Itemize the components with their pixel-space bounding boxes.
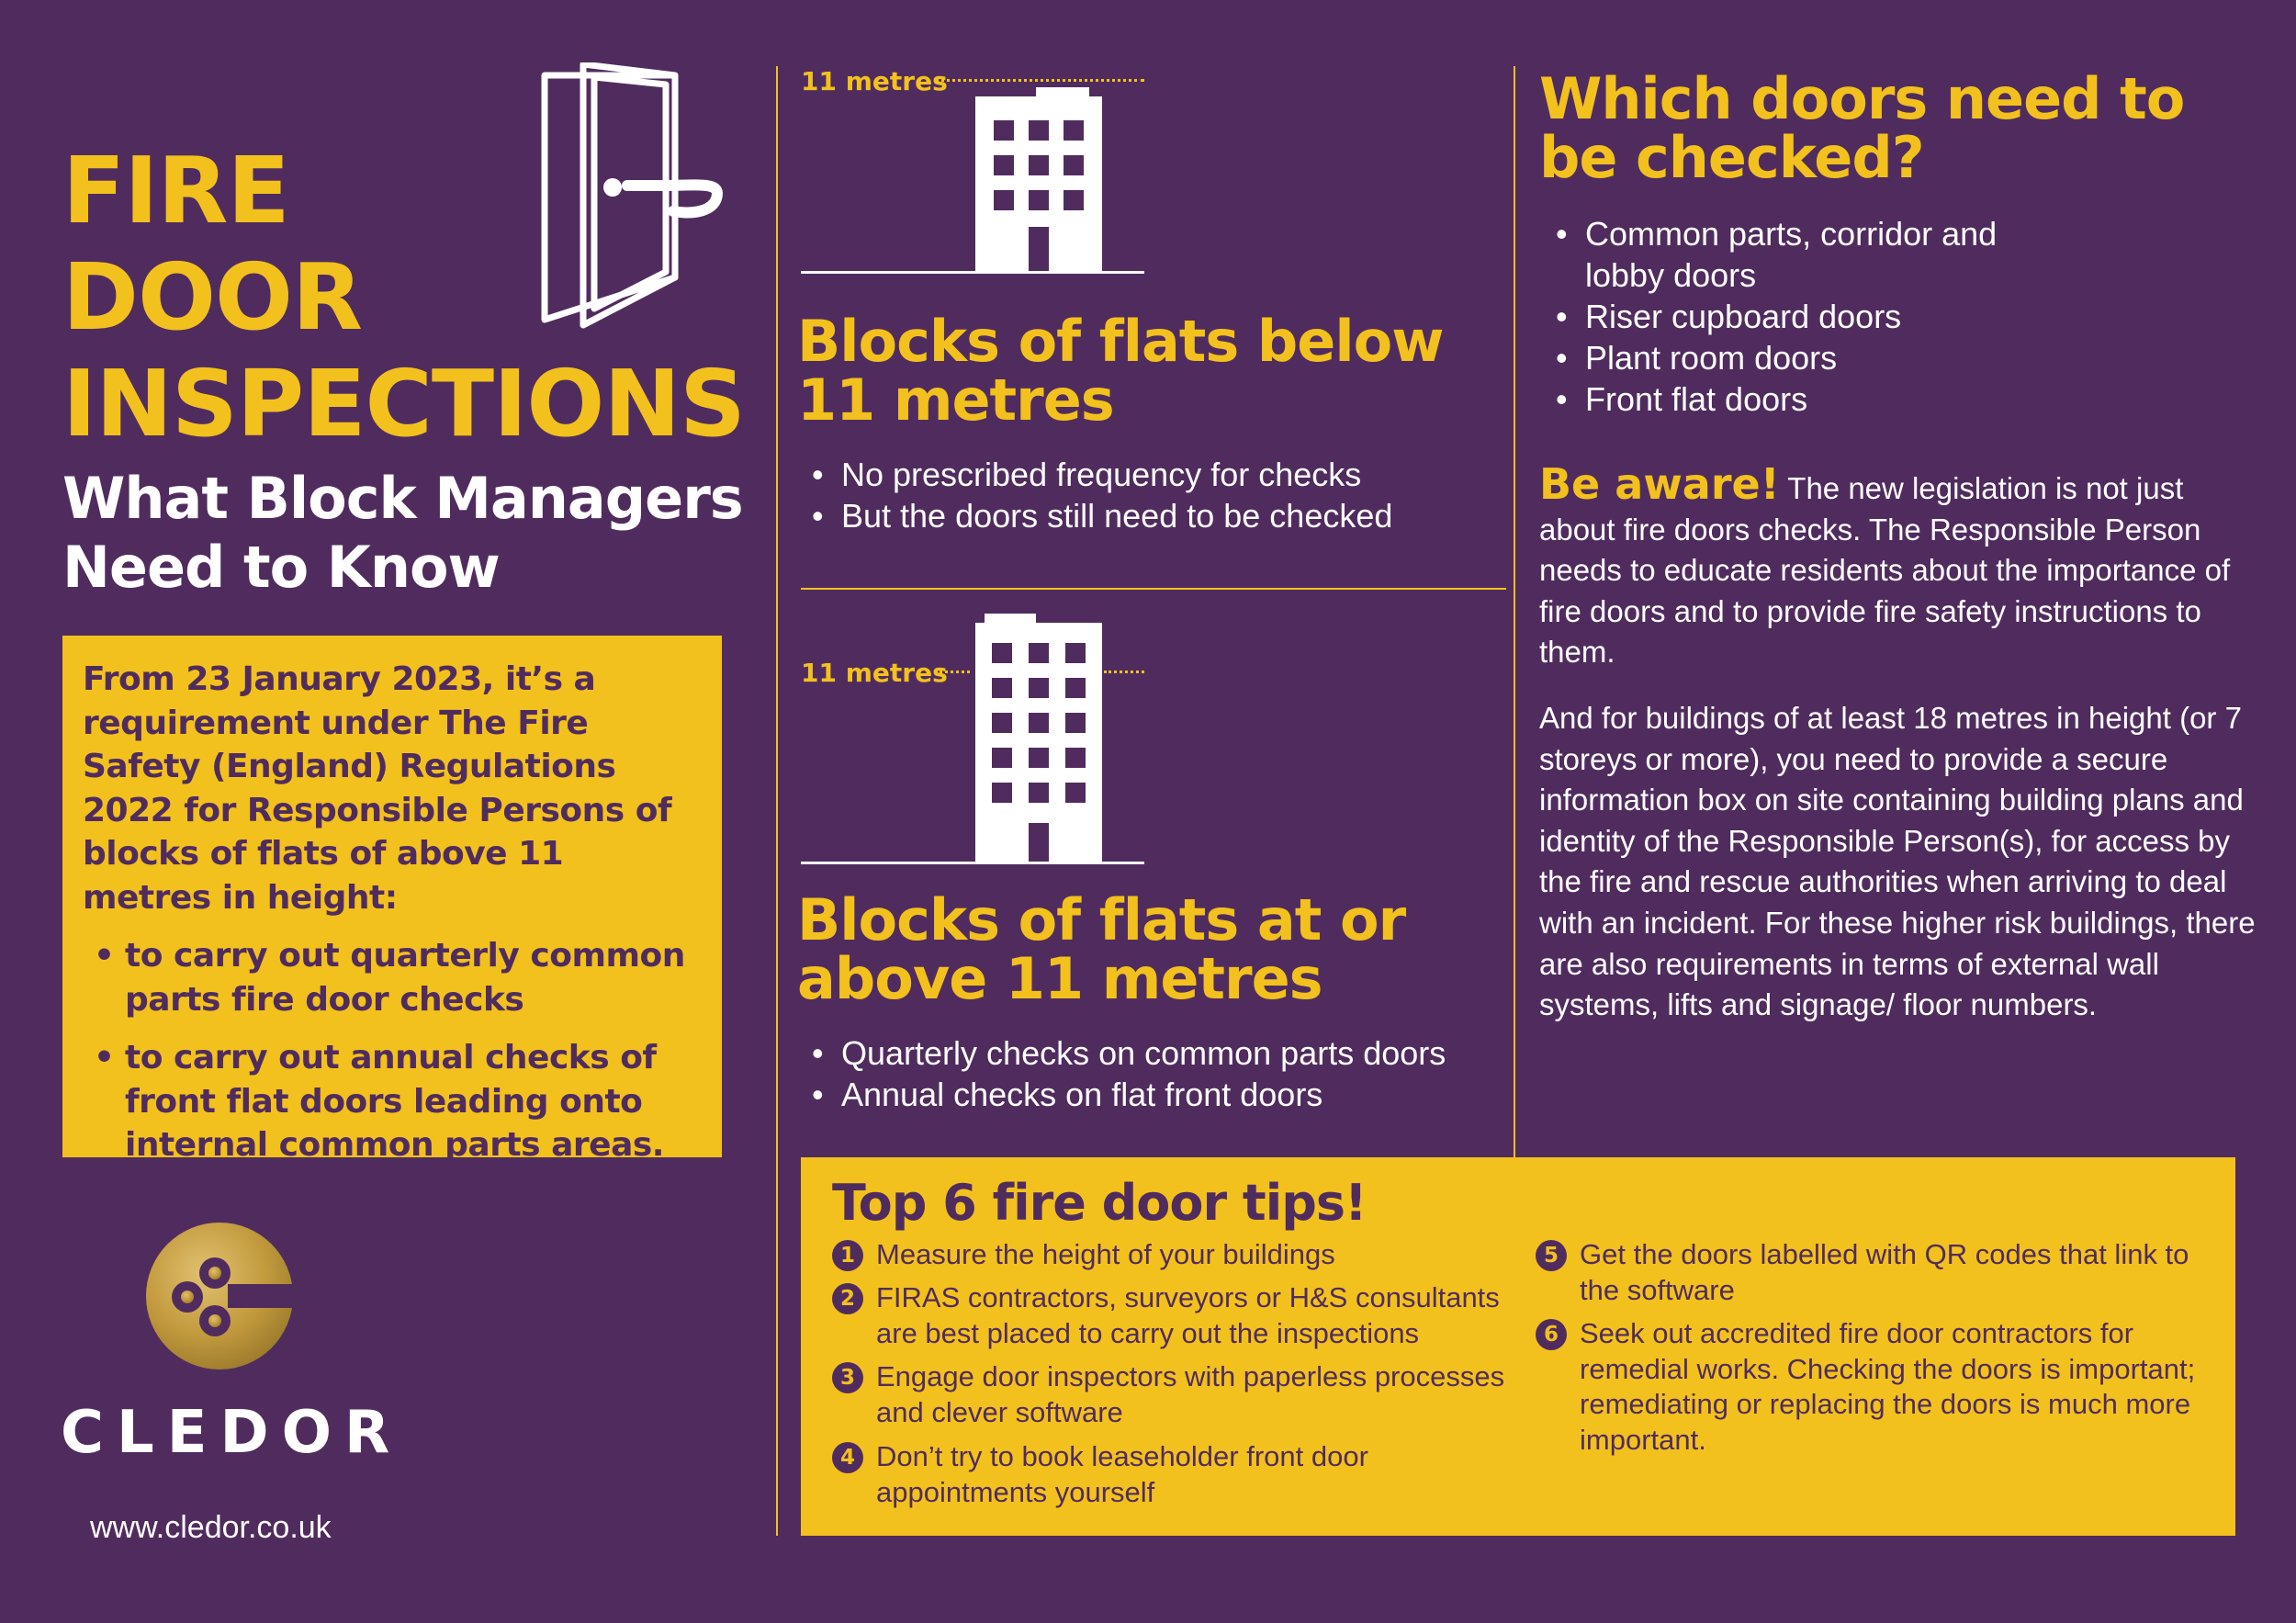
height-marker-line xyxy=(935,671,970,673)
tip-number-badge: 4 xyxy=(832,1442,863,1473)
ground-line xyxy=(801,862,1144,864)
tip-item xyxy=(1536,1237,2223,1308)
requirement-list xyxy=(83,934,700,1167)
column-divider xyxy=(776,66,778,1536)
list-item: • Plant room doors xyxy=(1545,337,2059,378)
tip-text: Measure the height of your buildings xyxy=(876,1238,1335,1270)
tip-number-badge: 3 xyxy=(832,1362,863,1393)
list-item: • Riser cupboard doors xyxy=(1545,296,2059,337)
tip-number-badge: 1 xyxy=(832,1240,863,1271)
above-heading xyxy=(797,886,1504,1012)
below-points xyxy=(801,454,1499,536)
list-item: • No prescribed frequency for checks xyxy=(801,454,1499,495)
tip-item xyxy=(832,1359,1510,1430)
heading-line: Blocks of flats at or xyxy=(797,886,1406,953)
requirement-item: • to carry out quarterly common parts fire door checks xyxy=(83,934,700,1021)
requirement-item: • to carry out annual checks of front flat doors leading onto internal common parts areas. xyxy=(83,1036,700,1167)
tall-building-icon xyxy=(972,614,1106,862)
list-item: • Annual checks on flat front doors xyxy=(801,1074,1508,1115)
height-marker-line xyxy=(935,79,1144,82)
which-doors-list xyxy=(1545,213,2059,420)
be-aware-paragraph xyxy=(1539,459,2237,673)
tip-number-badge: 2 xyxy=(832,1283,863,1314)
section-divider xyxy=(801,588,1506,590)
tips-box xyxy=(801,1157,2235,1536)
requirement-intro: From 23 January 2023, it’s a requirement under The Fire Safety (England) Regulations 2022 for Responsible Persons of blocks of flats of above 11 metres in height: xyxy=(83,660,672,917)
tip-number-badge: 5 xyxy=(1536,1240,1567,1271)
tips-title: Top 6 fire door tips! xyxy=(832,1174,1367,1232)
list-item: • Quarterly checks on common parts doors xyxy=(801,1032,1508,1074)
title-line: FIRE xyxy=(62,137,289,244)
cledor-key-logo xyxy=(145,1222,294,1370)
open-door-icon xyxy=(537,62,730,329)
list-item: • But the doors still need to be checked xyxy=(801,495,1499,536)
tip-text: Get the doors labelled with QR codes that link to the software xyxy=(1580,1238,2189,1306)
page-subtitle xyxy=(62,464,760,602)
tip-text: FIRAS contractors, surveyors or H&S consultants are best placed to carry out the inspections xyxy=(876,1281,1500,1349)
tip-text: Engage door inspectors with paperless processes and clever software xyxy=(876,1360,1505,1428)
which-doors-heading xyxy=(1539,65,2256,191)
high-risk-paragraph: And for buildings of at least 18 metres in height (or 7 storeys or more), you need to provide a secure information box on site containing building plans and identity of the Responsible Person(s), for access by the fire and rescue authorities when arriving to deal with an incident. For these higher risk buildings, there are also requirements in terms of external wall systems, lifts and signage/ floor numbers. xyxy=(1539,701,2256,1022)
heading-line: be checked? xyxy=(1539,124,1924,191)
website-link[interactable]: www.cledor.co.uk xyxy=(90,1510,332,1545)
heading-line: Blocks of flats below xyxy=(797,308,1444,375)
list-item: • Front flat doors xyxy=(1545,378,2059,420)
list-item: • Common parts, corridor and lobby doors xyxy=(1545,213,2059,296)
building-icon xyxy=(972,87,1106,271)
heading-line: above 11 metres xyxy=(797,945,1322,1012)
tip-item xyxy=(832,1439,1510,1510)
title-line: DOOR xyxy=(62,243,363,351)
tip-text: Seek out accredited fire door contractors for remedial works. Checking the doors is important; remediating or replacing the doors is much more important. xyxy=(1580,1317,2196,1456)
title-line: INSPECTIONS xyxy=(62,350,746,457)
column-divider xyxy=(1514,66,1515,1157)
tip-item xyxy=(832,1237,1537,1273)
below-heading xyxy=(797,308,1504,434)
heading-line: 11 metres xyxy=(797,366,1114,434)
be-aware-lead: Be aware! xyxy=(1539,459,1780,509)
be-aware-text: The new legislation is not just about fire doors checks. The Responsible Person needs to educate residents about the importance of fire doors and to provide fire safety instructions to them. xyxy=(1539,471,2231,669)
height-label: 11 metres xyxy=(801,66,948,96)
height-marker-line xyxy=(1104,671,1144,673)
tip-item xyxy=(1536,1316,2223,1458)
brand-name: CLEDOR xyxy=(61,1399,403,1467)
ground-line xyxy=(801,271,1144,274)
tip-number-badge: 6 xyxy=(1536,1319,1567,1350)
subtitle-line: What Block Managers xyxy=(62,465,743,532)
above-points xyxy=(801,1032,1508,1115)
requirement-box xyxy=(62,636,722,1164)
height-label: 11 metres xyxy=(801,658,948,688)
heading-line: Which doors need to xyxy=(1539,65,2185,132)
tip-item xyxy=(832,1280,1537,1351)
tip-text: Don’t try to book leaseholder front door appointments yourself xyxy=(876,1440,1368,1508)
subtitle-line: Need to Know xyxy=(62,534,500,601)
